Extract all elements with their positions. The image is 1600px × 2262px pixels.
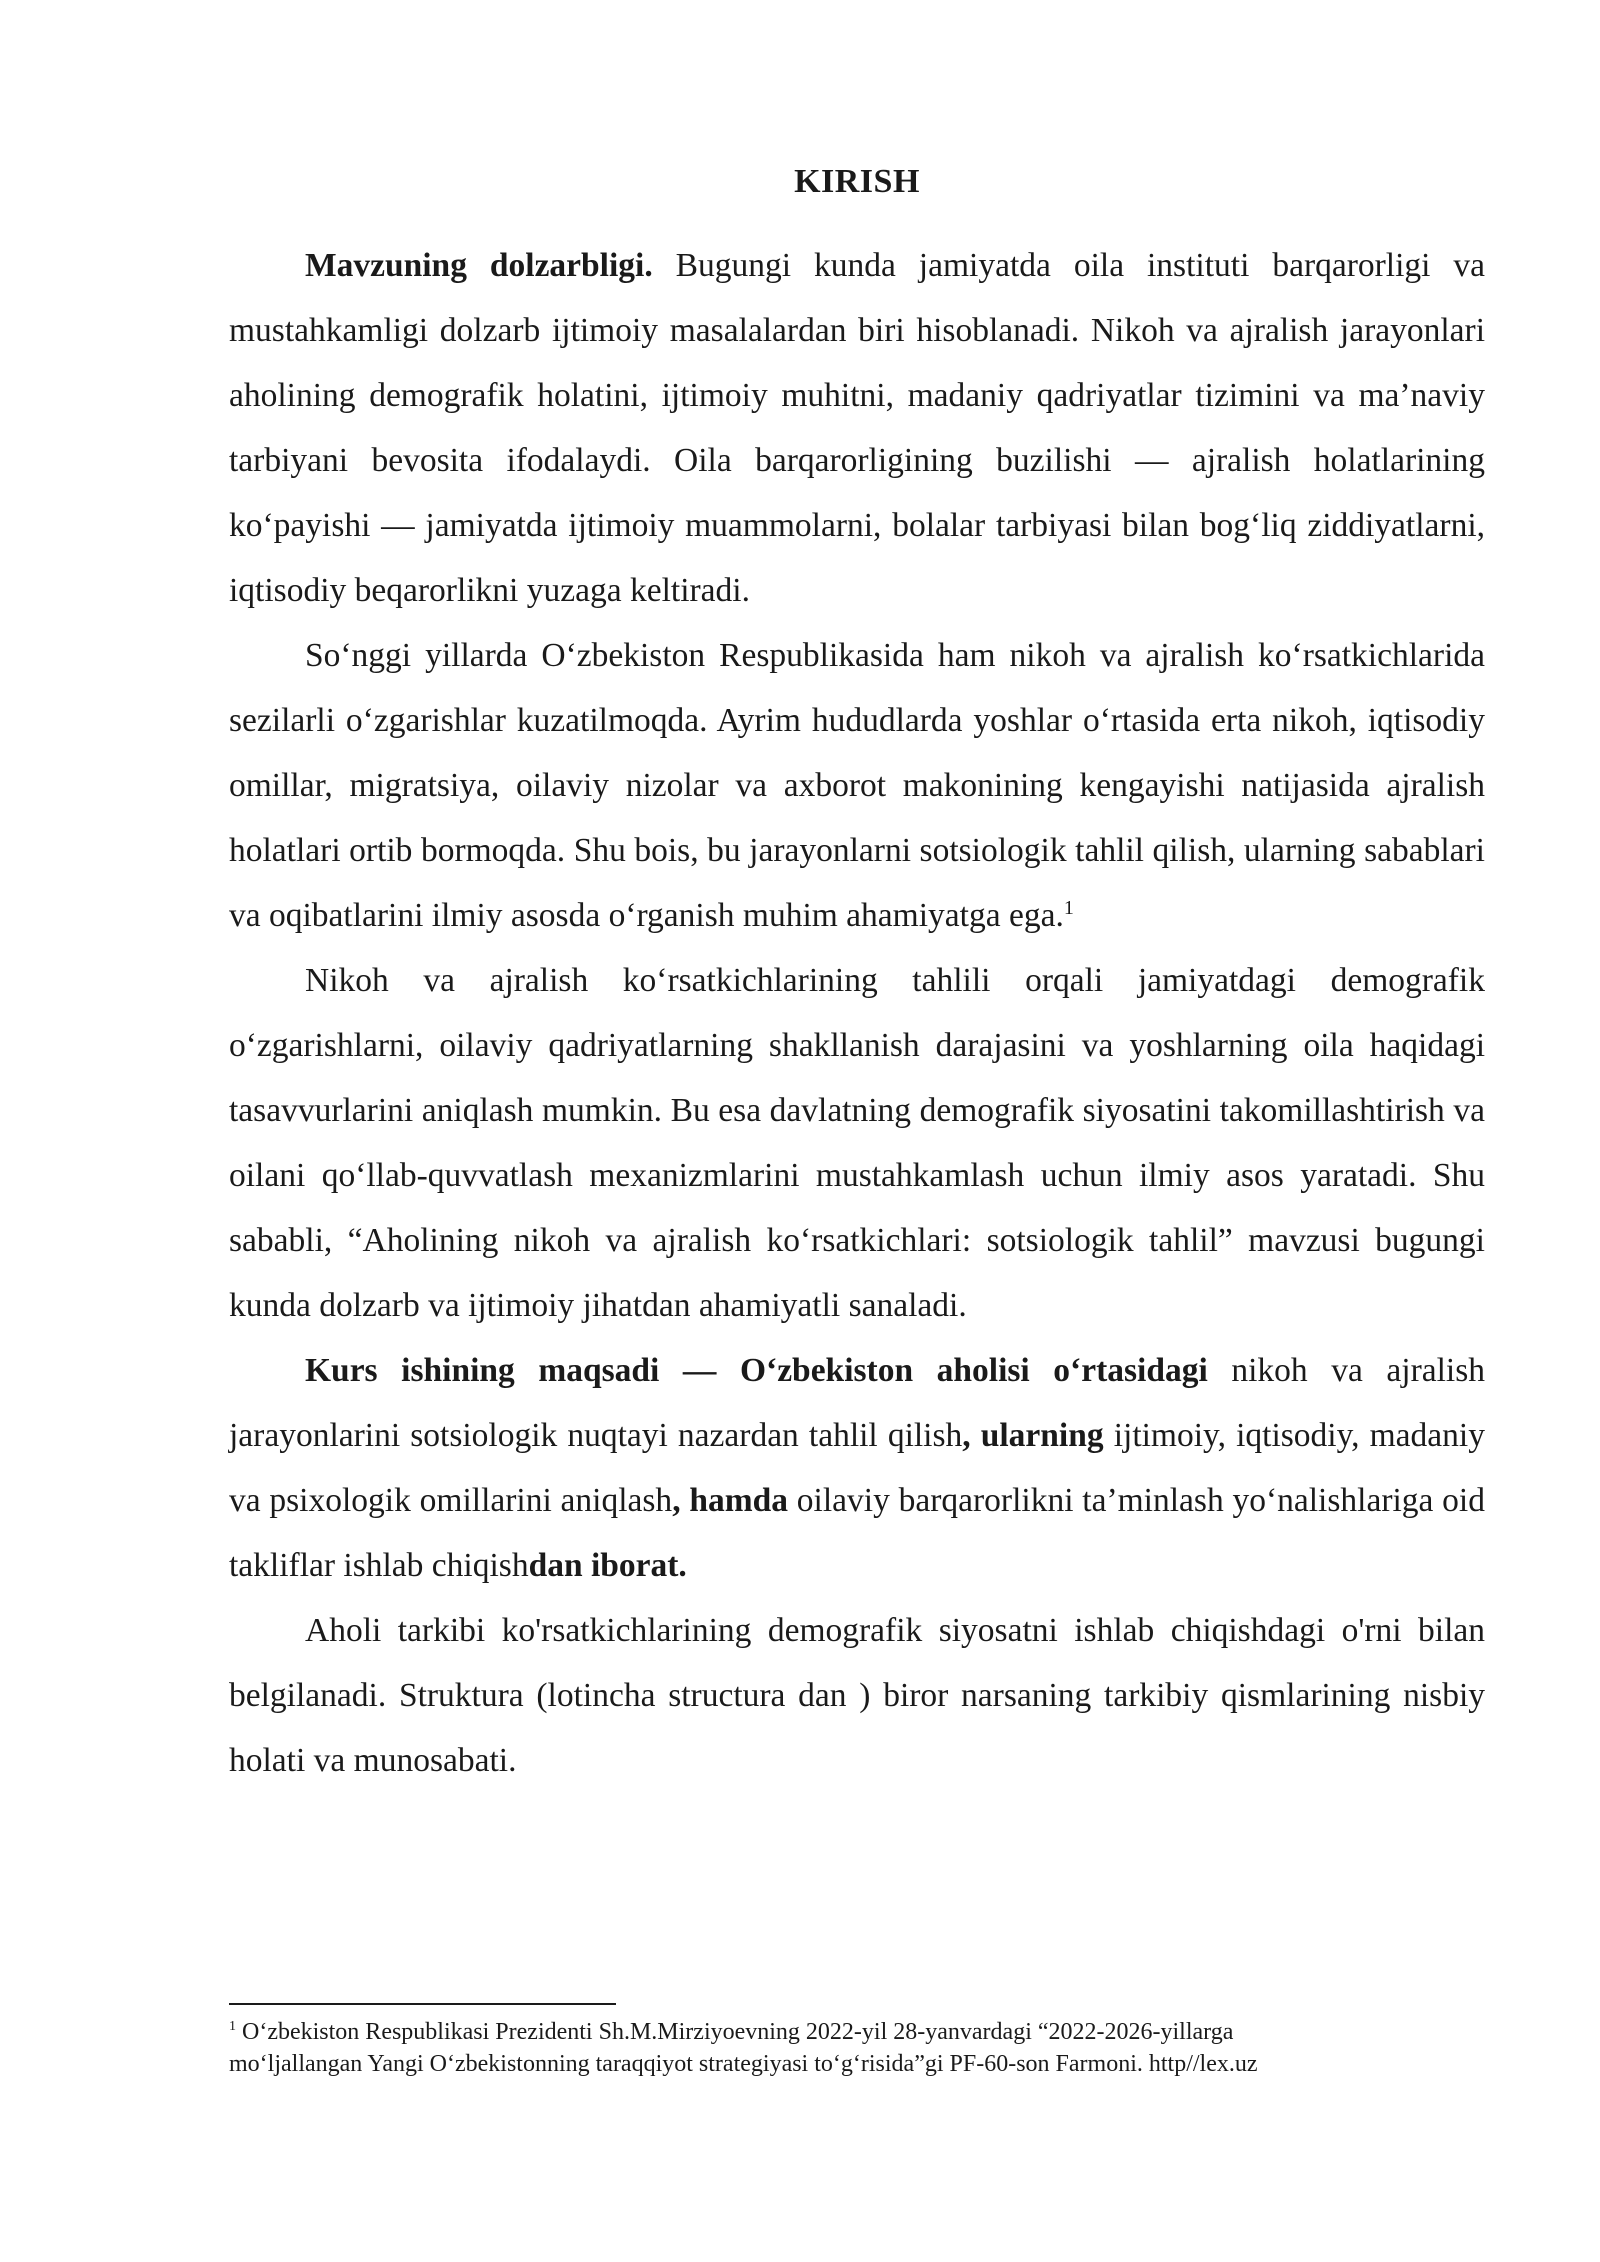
paragraph-goal [229, 1338, 1485, 1598]
relevance-lead: Mavzuning dolzarbligi. [305, 247, 653, 284]
goal-bold-3: , hamda [672, 1482, 789, 1519]
paragraph-analysis [229, 948, 1485, 1338]
footnote-line-1 [229, 2016, 1485, 2048]
goal-text-1: nikoh va ajralish jarayonlarini sotsiologik nuqtayi nazardan tahlil qilish [229, 1352, 1485, 1454]
goal-text-3: oilaviy barqarorlikni ta’minlash yo‘nalishlariga oid takliflar ishlab chiqish [229, 1482, 1485, 1584]
footnote-reference[interactable]: 1 [1063, 896, 1074, 919]
paragraph-structure [229, 1598, 1485, 1793]
body-text [229, 233, 1485, 1793]
relevance-text: Bugungi kunda jamiyatda oila instituti barqarorligi va mustahkamligi dolzarb ijtimoiy masalalardan biri hisoblanadi. Nikoh va ajralish jarayonlari aholining demografik holatini, ijtimoiy muhitni, madaniy qadriyatlar tizimini va ma’naviy tarbiyani bevosita ifodalaydi. Oila barqarorligining buzilishi — ajralish holatlarining ko‘payishi — jamiyatda ijtimoiy muammolarni, bolalar tarbiyasi bilan bog‘liq ziddiyatlarni, iqtisodiy beqarorlikni yuzaga keltiradi. [229, 247, 1486, 609]
paragraph-recent-years [229, 623, 1485, 948]
goal-text-2: ijtimoiy, iqtisodiy, madaniy va psixologik omillarini aniqlash [229, 1417, 1485, 1519]
section-heading: KIRISH [794, 163, 920, 200]
analysis-text: Nikoh va ajralish ko‘rsatkichlarining tahlili orqali jamiyatdagi demografik o‘zgarishlarni, oilaviy qadriyatlarning shakllanish darajasini va yoshlarning oila haqidagi tasavvurlarini aniqlash mumkin. Bu esa davlatning demografik siyosatini takomillashtirish va oilani qo‘llab-quvvatlash mexanizmlarini mustahkamlash uchun ilmiy asos yaratadi. Shu sababli, “Aholining nikoh va ajralish ko‘rsatkichlari: sotsiologik tahlil” mavzusi bugungi kunda dolzarb va ijtimoiy jihatdan ahamiyatli sanaladi. [229, 962, 1485, 1324]
footnote-marker: 1 [229, 2019, 236, 2034]
goal-bold-4: dan iborat. [528, 1547, 687, 1584]
footnote-separator [229, 2003, 616, 2005]
paragraph-relevance [229, 233, 1485, 623]
footnote-line-2: mo‘ljallangan Yangi O‘zbekistonning taraqqiyot strategiyasi to‘g‘risida”gi PF-60-son Farmoni. http//lex.uz [229, 2051, 1258, 2077]
footnote-text-1: O‘zbekiston Respublikasi Prezidenti Sh.M.Mirziyoevning 2022-yil 28-yanvardagi “2022-2026-yillarga [236, 2019, 1234, 2045]
footnote [229, 2016, 1485, 2080]
goal-bold-2: , ularning [962, 1417, 1104, 1454]
structure-text: Aholi tarkibi ko'rsatkichlarining demografik siyosatni ishlab chiqishdagi o'rni bilan belgilanadi. Struktura (lotincha structura dan ) biror narsaning tarkibiy qismlarining nisbiy holati va munosabati. [229, 1612, 1485, 1779]
recent-years-text: So‘nggi yillarda O‘zbekiston Respublikasida ham nikoh va ajralish ko‘rsatkichlarida sezilarli o‘zgarishlar kuzatilmoqda. Ayrim hududlarda yoshlar o‘rtasida erta nikoh, iqtisodiy omillar, migratsiya, oilaviy nizolar va axborot makonining kengayishi natijasida ajralish holatlari ortib bormoqda. Shu bois, bu jarayonlarni sotsiologik tahlil qilish, ularning sabablari va oqibatlarini ilmiy asosda o‘rganish muhim ahamiyatga ega. [229, 637, 1485, 934]
goal-lead: Kurs ishining maqsadi — O‘zbekiston aholisi o‘rtasidagi [305, 1352, 1208, 1389]
